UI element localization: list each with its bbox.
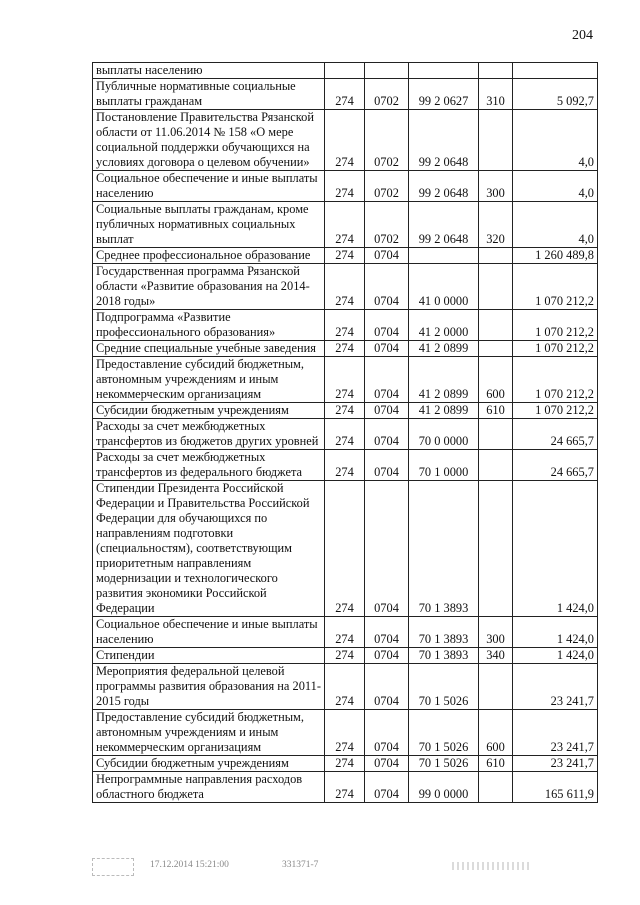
table-row [93, 63, 598, 79]
row-expense-type: 300 [479, 171, 513, 202]
row-article-code [409, 248, 479, 264]
row-name: Среднее профессиональное образование [93, 248, 325, 264]
row-section-code: 0704 [365, 264, 409, 310]
table-row [93, 710, 598, 756]
row-section-code: 0704 [365, 341, 409, 357]
row-admin-code: 274 [325, 403, 365, 419]
row-article-code: 70 1 3893 [409, 648, 479, 664]
row-admin-code: 274 [325, 772, 365, 803]
row-expense-type [479, 264, 513, 310]
row-amount: 1 260 489,8 [513, 248, 598, 264]
row-section-code [365, 63, 409, 79]
row-expense-type [479, 450, 513, 481]
row-expense-type: 340 [479, 648, 513, 664]
row-admin-code: 274 [325, 756, 365, 772]
scan-smudge [452, 862, 532, 870]
table-row [93, 617, 598, 648]
row-amount: 1 070 212,2 [513, 310, 598, 341]
row-section-code: 0704 [365, 403, 409, 419]
row-section-code: 0704 [365, 248, 409, 264]
row-expense-type: 320 [479, 202, 513, 248]
table-row [93, 79, 598, 110]
row-name: Стипендии Президента Российской Федерации и Правительства Российской Федерации для обучающихся по направлениям подготовки (специальностям), соответствующим приоритетным направлениям модернизации и технологического развития экономики Российской Федерации [93, 481, 325, 617]
row-amount: 1 070 212,2 [513, 264, 598, 310]
row-section-code: 0702 [365, 171, 409, 202]
row-admin-code: 274 [325, 341, 365, 357]
row-name: Социальное обеспечение и иные выплаты населению [93, 617, 325, 648]
table-row [93, 772, 598, 803]
row-expense-type [479, 341, 513, 357]
row-section-code: 0704 [365, 450, 409, 481]
row-section-code: 0704 [365, 617, 409, 648]
row-amount: 23 241,7 [513, 756, 598, 772]
row-name: выплаты населению [93, 63, 325, 79]
row-name: Государственная программа Рязанской области «Развитие образования на 2014-2018 годы» [93, 264, 325, 310]
row-admin-code: 274 [325, 710, 365, 756]
row-section-code: 0704 [365, 419, 409, 450]
footer-code: 331371-7 [282, 860, 319, 870]
row-amount: 4,0 [513, 110, 598, 171]
row-amount: 23 241,7 [513, 664, 598, 710]
row-amount: 1 070 212,2 [513, 341, 598, 357]
row-name: Подпрограмма «Развитие профессионального образования» [93, 310, 325, 341]
row-expense-type [479, 481, 513, 617]
table-row [93, 248, 598, 264]
table-row [93, 481, 598, 617]
row-article-code: 99 0 0000 [409, 772, 479, 803]
row-expense-type [479, 310, 513, 341]
row-admin-code: 274 [325, 648, 365, 664]
row-name: Непрограммные направления расходов областного бюджета [93, 772, 325, 803]
row-section-code: 0704 [365, 772, 409, 803]
row-amount: 1 070 212,2 [513, 357, 598, 403]
row-admin-code: 274 [325, 310, 365, 341]
row-expense-type: 610 [479, 756, 513, 772]
table-row [93, 664, 598, 710]
row-amount: 1 424,0 [513, 617, 598, 648]
row-name: Субсидии бюджетным учреждениям [93, 403, 325, 419]
row-name: Средние специальные учебные заведения [93, 341, 325, 357]
page-number: 204 [572, 28, 593, 43]
row-admin-code: 274 [325, 419, 365, 450]
row-expense-type: 300 [479, 617, 513, 648]
row-article-code [409, 63, 479, 79]
row-amount: 1 424,0 [513, 481, 598, 617]
row-article-code: 70 1 3893 [409, 617, 479, 648]
row-admin-code: 274 [325, 264, 365, 310]
row-expense-type [479, 248, 513, 264]
table-row [93, 341, 598, 357]
budget-table [92, 62, 598, 803]
row-amount: 4,0 [513, 171, 598, 202]
row-section-code: 0702 [365, 79, 409, 110]
table-row [93, 450, 598, 481]
row-admin-code [325, 63, 365, 79]
row-section-code: 0704 [365, 648, 409, 664]
budget-table-body [93, 63, 598, 803]
row-article-code: 99 2 0648 [409, 202, 479, 248]
row-expense-type: 600 [479, 357, 513, 403]
row-name: Субсидии бюджетным учреждениям [93, 756, 325, 772]
row-section-code: 0702 [365, 202, 409, 248]
row-expense-type: 610 [479, 403, 513, 419]
document-stamp-icon [92, 858, 134, 876]
row-amount: 1 424,0 [513, 648, 598, 664]
row-expense-type: 600 [479, 710, 513, 756]
table-row [93, 648, 598, 664]
row-section-code: 0702 [365, 110, 409, 171]
footer-date: 17.12.2014 15:21:00 [150, 860, 229, 870]
row-section-code: 0704 [365, 756, 409, 772]
footer-stamp [92, 858, 597, 874]
row-name: Постановление Правительства Рязанской области от 11.06.2014 № 158 «О мере социальной поддержки обучающихся на условиях договора о целевом обучении» [93, 110, 325, 171]
row-admin-code: 274 [325, 79, 365, 110]
row-section-code: 0704 [365, 481, 409, 617]
row-name: Расходы за счет межбюджетных трансфертов из бюджетов других уровней [93, 419, 325, 450]
row-article-code: 99 2 0648 [409, 110, 479, 171]
table-row [93, 110, 598, 171]
row-article-code: 70 1 5026 [409, 710, 479, 756]
table-row [93, 202, 598, 248]
row-article-code: 41 2 0899 [409, 403, 479, 419]
row-article-code: 41 2 0899 [409, 341, 479, 357]
row-expense-type [479, 63, 513, 79]
row-admin-code: 274 [325, 664, 365, 710]
row-article-code: 70 1 5026 [409, 756, 479, 772]
row-section-code: 0704 [365, 310, 409, 341]
row-admin-code: 274 [325, 357, 365, 403]
row-name: Стипендии [93, 648, 325, 664]
row-article-code: 70 1 0000 [409, 450, 479, 481]
row-section-code: 0704 [365, 710, 409, 756]
row-article-code: 99 2 0648 [409, 171, 479, 202]
row-expense-type: 310 [479, 79, 513, 110]
table-row [93, 756, 598, 772]
row-admin-code: 274 [325, 248, 365, 264]
row-amount: 1 070 212,2 [513, 403, 598, 419]
row-name: Публичные нормативные социальные выплаты гражданам [93, 79, 325, 110]
row-expense-type [479, 419, 513, 450]
table-row [93, 419, 598, 450]
row-admin-code: 274 [325, 110, 365, 171]
row-name: Социальные выплаты гражданам, кроме публичных нормативных социальных выплат [93, 202, 325, 248]
row-name: Предоставление субсидий бюджетным, автономным учреждениям и иным некоммерческим организациям [93, 357, 325, 403]
row-amount: 4,0 [513, 202, 598, 248]
row-name: Расходы за счет межбюджетных трансфертов из федерального бюджета [93, 450, 325, 481]
row-admin-code: 274 [325, 450, 365, 481]
row-name: Социальное обеспечение и иные выплаты населению [93, 171, 325, 202]
table-row [93, 357, 598, 403]
row-amount: 23 241,7 [513, 710, 598, 756]
row-amount: 5 092,7 [513, 79, 598, 110]
row-amount: 24 665,7 [513, 450, 598, 481]
row-section-code: 0704 [365, 664, 409, 710]
row-admin-code: 274 [325, 202, 365, 248]
row-admin-code: 274 [325, 171, 365, 202]
row-article-code: 41 2 0000 [409, 310, 479, 341]
row-article-code: 70 0 0000 [409, 419, 479, 450]
row-expense-type [479, 664, 513, 710]
row-name: Предоставление субсидий бюджетным, автономным учреждениям и иным некоммерческим организациям [93, 710, 325, 756]
row-name: Мероприятия федеральной целевой программы развития образования на 2011-2015 годы [93, 664, 325, 710]
row-expense-type [479, 110, 513, 171]
row-article-code: 70 1 3893 [409, 481, 479, 617]
row-amount [513, 63, 598, 79]
row-amount: 24 665,7 [513, 419, 598, 450]
row-article-code: 41 2 0899 [409, 357, 479, 403]
row-admin-code: 274 [325, 617, 365, 648]
row-admin-code: 274 [325, 481, 365, 617]
row-section-code: 0704 [365, 357, 409, 403]
row-expense-type [479, 772, 513, 803]
row-article-code: 41 0 0000 [409, 264, 479, 310]
table-row [93, 403, 598, 419]
row-article-code: 70 1 5026 [409, 664, 479, 710]
row-amount: 165 611,9 [513, 772, 598, 803]
table-row [93, 171, 598, 202]
table-row [93, 310, 598, 341]
row-article-code: 99 2 0627 [409, 79, 479, 110]
table-row [93, 264, 598, 310]
